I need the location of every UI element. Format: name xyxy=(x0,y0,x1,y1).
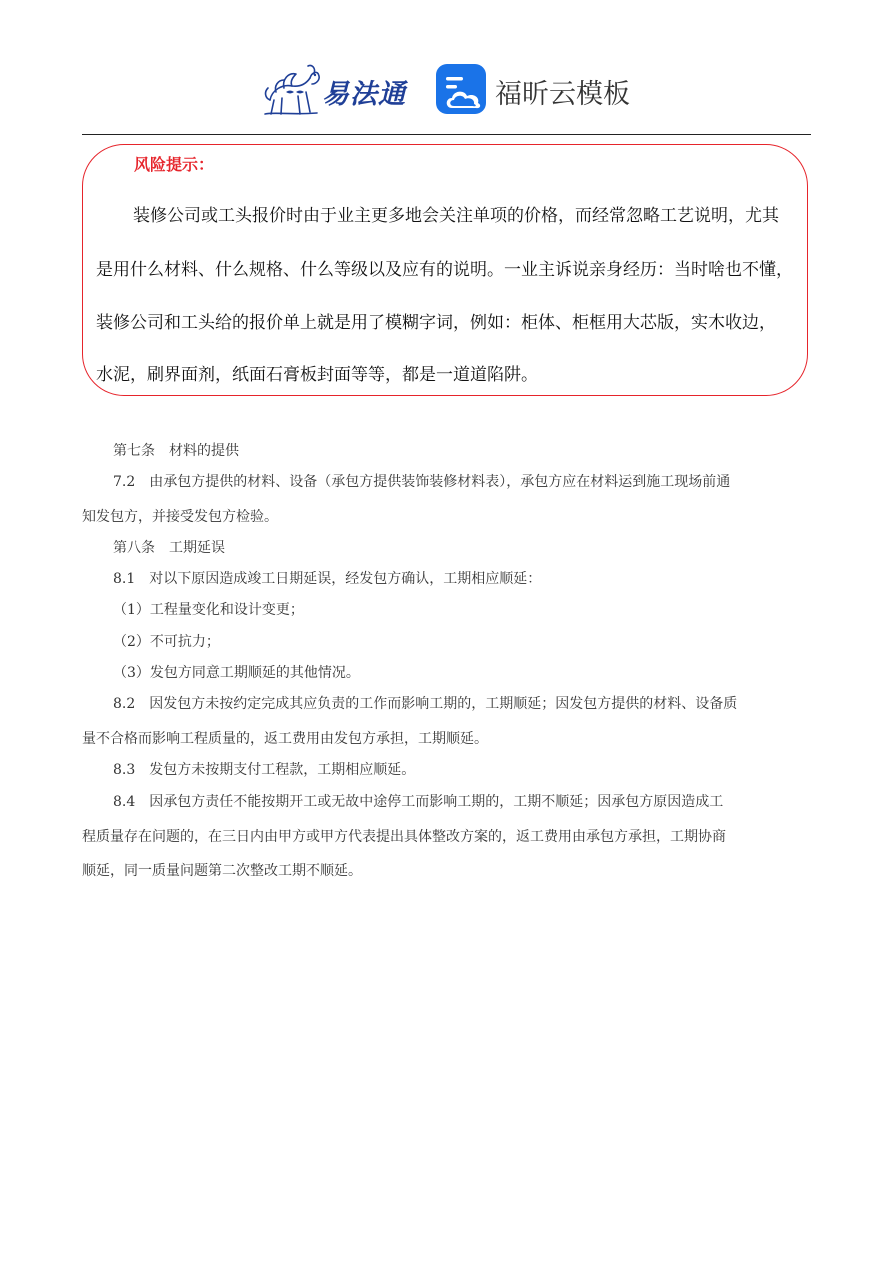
fuxin-brand-text: 福昕云模板 xyxy=(495,79,630,110)
clause-text: 7.2 由承包方提供的材料、设备（承包方提供装饰装修材料表），承包方应在材料运到施工现场前通 xyxy=(113,474,731,490)
article-heading: 第八条 工期延误 xyxy=(113,540,225,556)
clause-text: 8.4 因承包方责任不能按期开工或无故中途停工而影响工期的，工期不顺延；因承包方原因造成工 xyxy=(113,794,724,810)
page-header xyxy=(0,58,893,122)
clause-text: 8.2 因发包方未按约定完成其应负责的工作而影响工期的，工期顺延；因发包方提供的材料、设备质 xyxy=(113,696,738,712)
clause-text: 8.3 发包方未按期支付工程款，工期相应顺延。 xyxy=(113,762,416,778)
clause-text: 程质量存在问题的，在三日内由甲方或甲方代表提出具体整改方案的，返工费用由承包方承担，工期协商 xyxy=(82,829,726,845)
clause-text: 量不合格而影响工程质量的，返工费用由发包方承担，工期顺延。 xyxy=(82,731,488,747)
clause-text: 顺延，同一质量问题第二次整改工期不顺延。 xyxy=(82,863,362,879)
clause-text: 8.1 对以下原因造成竣工日期延误，经发包方确认，工期相应顺延： xyxy=(113,571,542,587)
fuxin-logo xyxy=(436,64,636,118)
list-item: （2）不可抗力； xyxy=(113,634,220,650)
qilin-emblem-icon xyxy=(262,62,322,118)
clause-text: 知发包方，并接受发包方检验。 xyxy=(82,509,278,525)
risk-text-line: 装修公司或工头报价时由于业主更多地会关注单项的价格，而经常忽略工艺说明，尤其 xyxy=(133,206,779,226)
list-item: （3）发包方同意工期顺延的其他情况。 xyxy=(113,665,360,681)
yifatong-brand-text: 易法通 xyxy=(322,79,406,110)
cloud-document-icon xyxy=(436,64,486,114)
risk-text-line: 水泥，刷界面剂，纸面石膏板封面等等，都是一道道陷阱。 xyxy=(96,365,538,385)
yifatong-logo xyxy=(262,62,414,118)
risk-title: 风险提示： xyxy=(134,155,215,174)
risk-text-line: 是用什么材料、什么规格、什么等级以及应有的说明。一业主诉说亲身经历：当时啥也不懂， xyxy=(96,260,793,280)
article-heading: 第七条 材料的提供 xyxy=(113,443,239,459)
header-divider xyxy=(82,134,811,135)
risk-text-line: 装修公司和工头给的报价单上就是用了模糊字词，例如：柜体、柜框用大芯版，实木收边， xyxy=(96,313,776,333)
list-item: （1）工程量变化和设计变更； xyxy=(113,602,304,618)
